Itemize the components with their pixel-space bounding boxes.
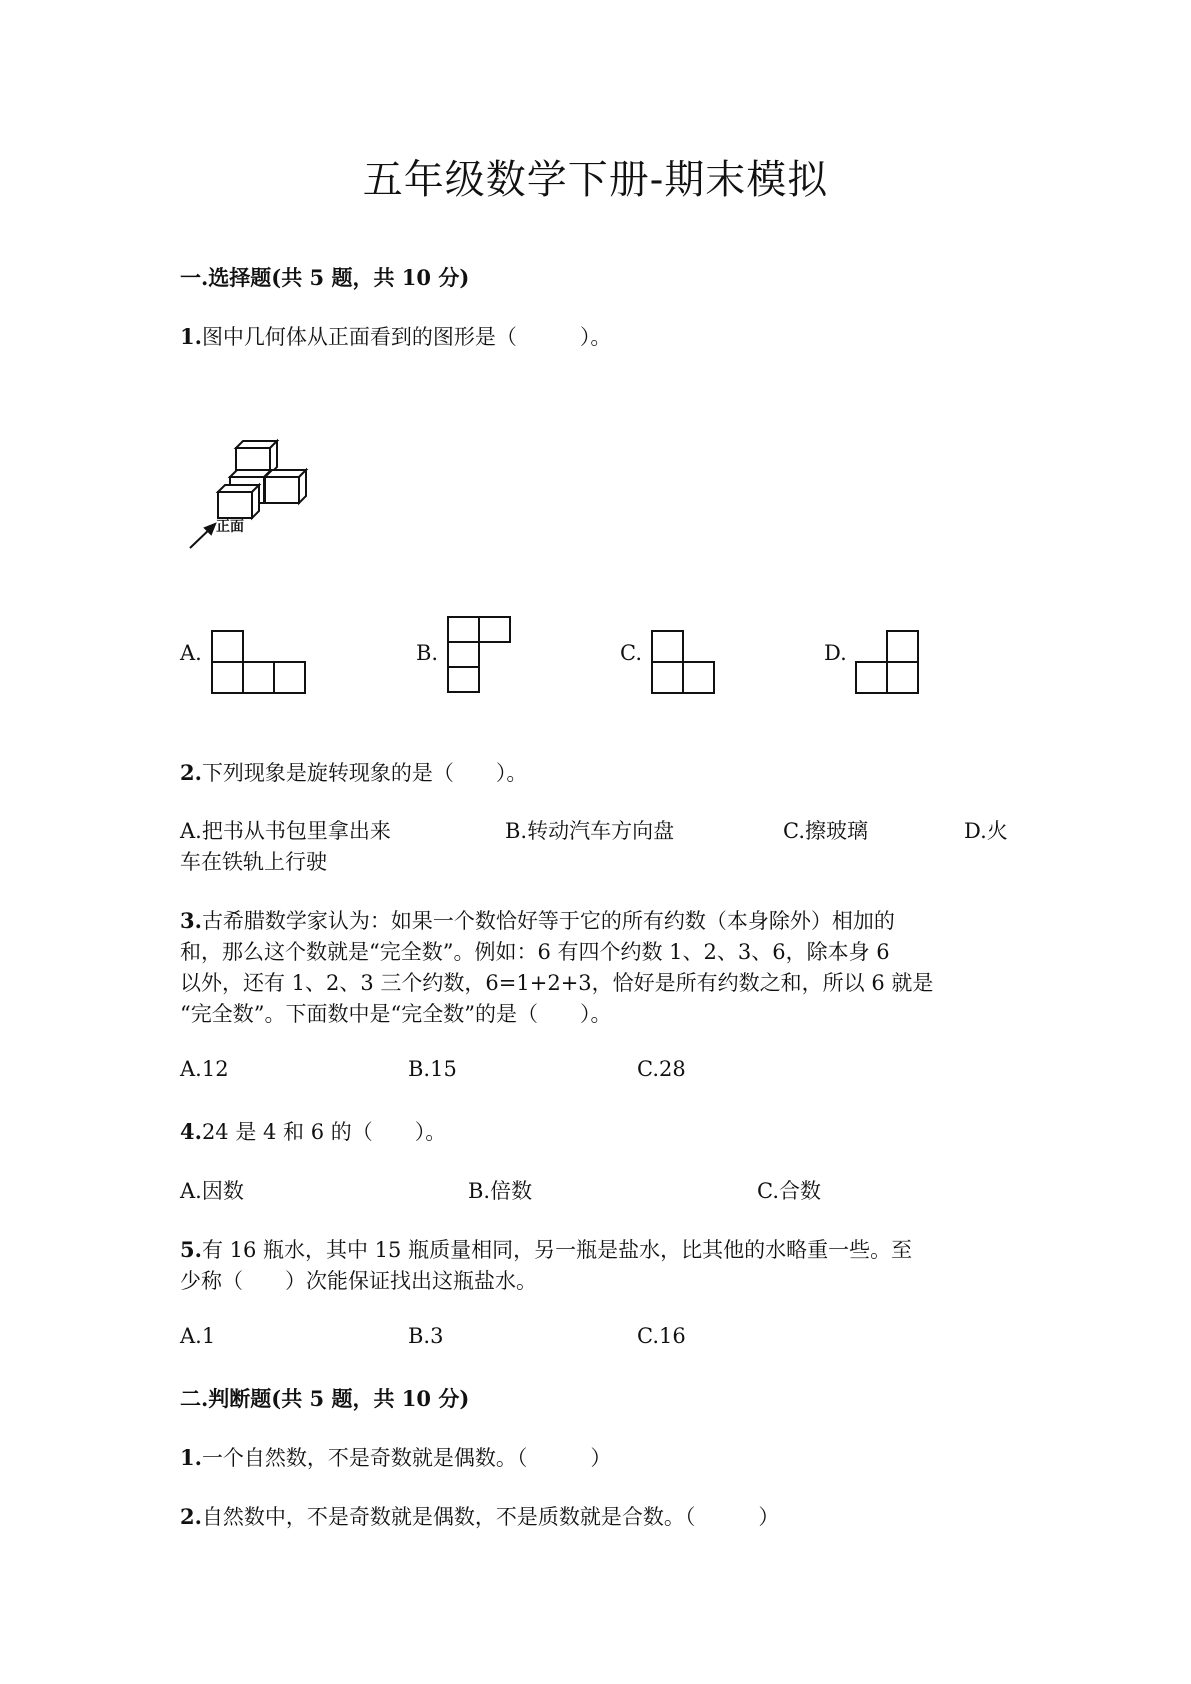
question-text-line: 和，那么这个数就是“完全数”。例如：6 有四个约数 1、2、3、6，除本身 6: [180, 940, 890, 964]
question-2-1: [180, 1442, 611, 1472]
question-number: 1.: [180, 324, 202, 349]
option-b-shape: [447, 616, 512, 694]
section-1-heading: 一.选择题(共 5 题，共 10 分): [180, 265, 470, 290]
option-d-shape: [855, 630, 920, 694]
option-a-shape: [211, 630, 307, 694]
question-text-line: 有 16 瓶水，其中 15 瓶质量相同，另一瓶是盐水，比其他的水略重一些。至: [201, 1238, 913, 1262]
question-1-2: [180, 757, 527, 787]
question-number: 2.: [180, 1504, 202, 1529]
option-a: A.把书从书包里拿出来: [180, 819, 391, 843]
question-text: 自然数中，不是奇数就是偶数，不是质数就是合数。（ ）: [201, 1505, 780, 1529]
option-a: A.12: [180, 1057, 229, 1081]
front-label: 正面: [216, 519, 244, 535]
question-number: 2.: [180, 760, 202, 785]
option-b: B.15: [408, 1057, 457, 1081]
question-1-3: [180, 905, 895, 935]
question-number: 5.: [180, 1237, 202, 1262]
option-c: C.28: [637, 1057, 686, 1081]
question-text: 一个自然数，不是奇数就是偶数。（ ）: [201, 1446, 612, 1470]
option-b: B.转动汽车方向盘: [505, 819, 675, 843]
question-2-2: [180, 1501, 779, 1531]
page-title: 五年级数学下册-期末模拟: [362, 157, 829, 203]
option-b: B.3: [408, 1324, 444, 1348]
option-d: D.火: [964, 819, 1008, 843]
cube-stack-figure: [185, 436, 320, 551]
question-1-1: [180, 321, 611, 351]
option-c-label: C.: [620, 641, 642, 665]
question-text-line: 古希腊数学家认为：如果一个数恰好等于它的所有约数（本身除外）相加的: [201, 909, 895, 933]
option-c: C.合数: [757, 1179, 821, 1203]
option-c: C.16: [637, 1324, 686, 1348]
option-a: A.1: [180, 1324, 216, 1348]
section-2-heading: 二.判断题(共 5 题，共 10 分): [180, 1386, 470, 1411]
question-text-line: 少称（ ）次能保证找出这瓶盐水。: [180, 1269, 537, 1293]
option-c: C.擦玻璃: [783, 819, 868, 843]
option-b-label: B.: [416, 641, 439, 665]
question-1-5: [180, 1234, 912, 1264]
option-b: B.倍数: [468, 1179, 533, 1203]
question-1-4: [180, 1116, 446, 1146]
question-text: 24 是 4 和 6 的（ ）。: [201, 1120, 447, 1144]
option-a: A.因数: [180, 1179, 244, 1203]
option-c-shape: [651, 630, 716, 694]
question-number: 1.: [180, 1445, 202, 1470]
question-text: 图中几何体从正面看到的图形是（ ）。: [201, 325, 612, 349]
question-number: 3.: [180, 908, 202, 933]
question-number: 4.: [180, 1119, 202, 1144]
question-text-line: “完全数”。下面数中是“完全数”的是（ ）。: [180, 1002, 612, 1026]
option-d-label: D.: [824, 641, 847, 665]
option-a-label: A.: [180, 641, 202, 665]
option-d-continued: 车在铁轨上行驶: [180, 850, 327, 874]
question-text: 下列现象是旋转现象的是（ ）。: [201, 761, 528, 785]
question-text-line: 以外，还有 1、2、3 三个约数，6=1+2+3，恰好是所有约数之和，所以 6 就是: [180, 971, 934, 995]
